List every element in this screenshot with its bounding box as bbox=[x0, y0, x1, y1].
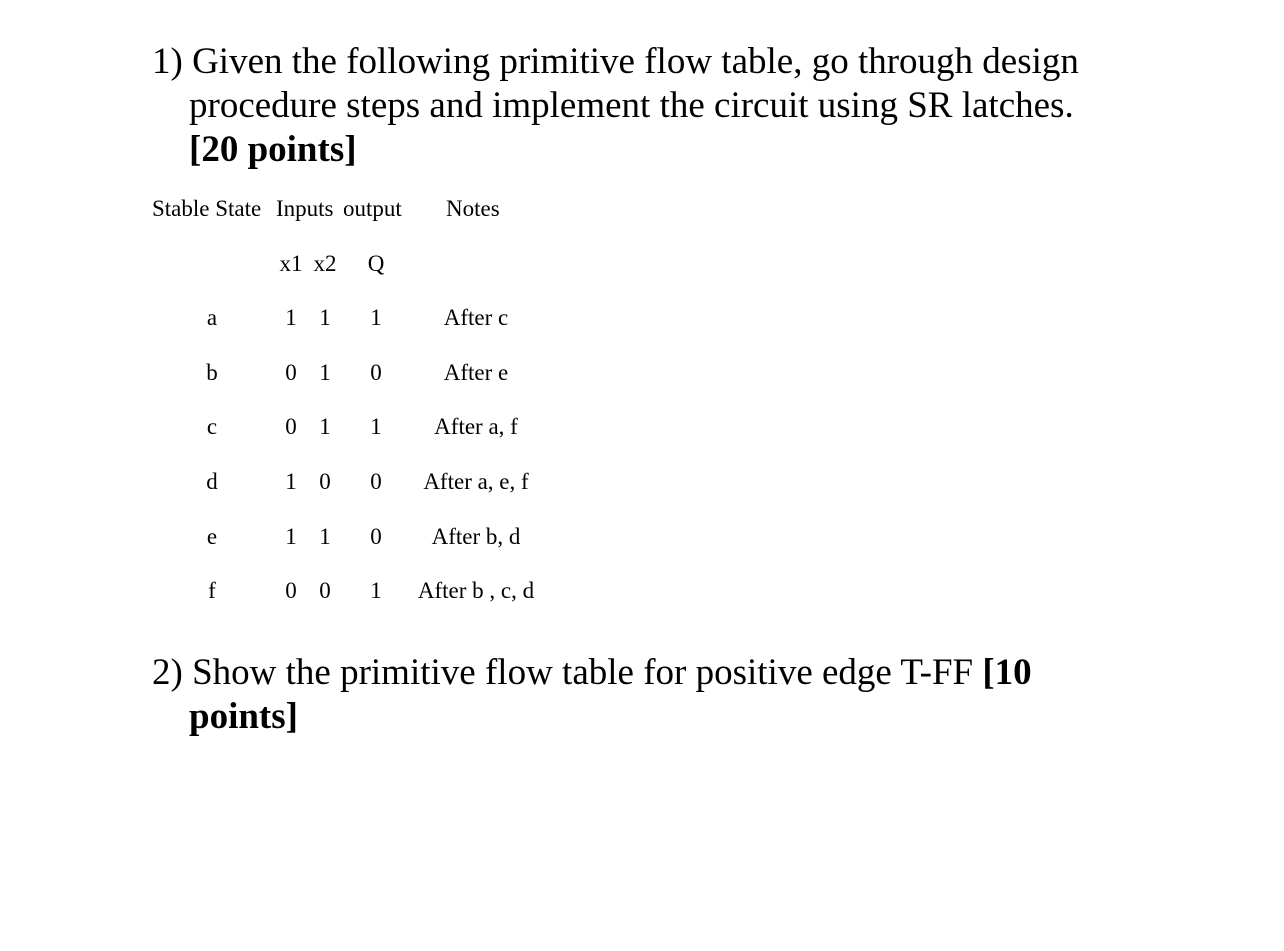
question-1-line-1: 1) Given the following primitive flow table, go through design bbox=[152, 41, 1079, 82]
row-f-notes: After b , c, d bbox=[417, 578, 535, 603]
row-e-x1: 1 bbox=[285, 524, 297, 549]
row-b-x1: 0 bbox=[285, 360, 297, 385]
row-c-q: 1 bbox=[370, 414, 382, 439]
row-e-notes: After b, d bbox=[431, 524, 521, 549]
row-c-state: c bbox=[206, 414, 218, 439]
row-b-notes: After e bbox=[443, 360, 509, 385]
row-b-state: b bbox=[206, 360, 218, 385]
subheader-x1: x1 bbox=[279, 251, 303, 276]
row-a-state: a bbox=[206, 305, 218, 330]
row-f-q: 1 bbox=[370, 578, 382, 603]
question-2 bbox=[152, 651, 1152, 739]
row-f-x1: 0 bbox=[285, 578, 297, 603]
row-e-x2: 1 bbox=[319, 524, 331, 549]
header-stable-state: Stable State bbox=[152, 196, 262, 221]
question-1-points: [20 points] bbox=[189, 129, 357, 170]
question-2-points-end: points] bbox=[189, 696, 298, 737]
row-b-x2: 1 bbox=[319, 360, 331, 385]
row-a-x1: 1 bbox=[285, 305, 297, 330]
question-1 bbox=[152, 40, 1152, 172]
row-c-notes: After a, f bbox=[434, 414, 518, 439]
row-a-notes: After c bbox=[443, 305, 509, 330]
row-c-x1: 0 bbox=[285, 414, 297, 439]
row-d-q: 0 bbox=[370, 469, 382, 494]
row-d-x2: 0 bbox=[319, 469, 331, 494]
row-a-q: 1 bbox=[370, 305, 382, 330]
header-notes: Notes bbox=[446, 196, 500, 221]
row-f-x2: 0 bbox=[319, 578, 331, 603]
row-f-state: f bbox=[208, 578, 216, 603]
question-2-text: 2) Show the primitive flow table for positive edge T-FF bbox=[152, 652, 983, 693]
row-d-x1: 1 bbox=[285, 469, 297, 494]
row-b-q: 0 bbox=[370, 360, 382, 385]
question-1-line-2: procedure steps and implement the circuit using SR latches. bbox=[189, 85, 1074, 126]
subheader-q: Q bbox=[367, 251, 385, 276]
question-2-line-1 bbox=[152, 651, 1152, 695]
primitive-flow-table bbox=[152, 190, 572, 620]
row-d-state: d bbox=[206, 469, 218, 494]
header-inputs: Inputs bbox=[276, 196, 334, 221]
question-2-points-start: [10 bbox=[982, 652, 1032, 693]
row-e-state: e bbox=[206, 524, 218, 549]
row-a-x2: 1 bbox=[319, 305, 331, 330]
row-e-q: 0 bbox=[370, 524, 382, 549]
row-c-x2: 1 bbox=[319, 414, 331, 439]
header-output: output bbox=[343, 196, 402, 221]
row-d-notes: After a, e, f bbox=[423, 469, 529, 494]
subheader-x2: x2 bbox=[313, 251, 337, 276]
